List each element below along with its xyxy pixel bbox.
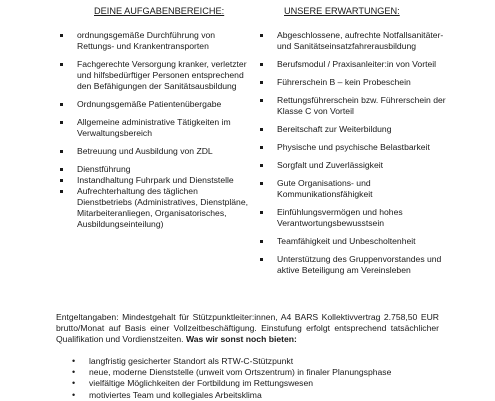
- expectations-list: [256, 30, 456, 276]
- expectation-item: Teamfähigkeit und Unbescholtenheit: [256, 236, 456, 247]
- task-item: ordnungsgemäße Durchführung von Rettungs- und Krankentransporten: [56, 30, 251, 52]
- expectation-item: Rettungsführerschein bzw. Führerschein der Klasse C von Vorteil: [256, 95, 456, 117]
- task-item: Allgemeine administrative Tätigkeiten im Verwaltungsbereich: [56, 117, 251, 139]
- expectation-item: Bereitschaft zur Weiterbildung: [256, 124, 456, 135]
- perk-item: • motiviertes Team und kollegiales Arbeitsklima: [56, 390, 439, 401]
- expectation-item: Berufsmodul / Praxisanleiter:in von Vorteil: [256, 59, 456, 70]
- perk-item: • langfristig gesicherter Standort als RTW-C-Stützpunkt: [56, 356, 439, 367]
- task-item: Aufrechterhaltung des täglichen Dienstbetriebs (Administratives, Dienstpläne, Mitarbeiteranliegen, Organisatorisches, Ausbildungseinteilung): [56, 186, 251, 230]
- task-item: Dienstführung: [56, 164, 251, 175]
- expectation-item: Unterstützung des Gruppenvorstandes und aktive Beteiligung am Vereinsleben: [256, 254, 456, 276]
- expectation-item: Physische und psychische Belastbarkeit: [256, 142, 456, 153]
- expectations-column: [256, 5, 456, 276]
- task-item: Ordnungsgemäße Patientenübergabe: [56, 99, 251, 110]
- expectation-item: Einfühlungsvermögen und hohes Verantwortungsbewusstsein: [256, 207, 456, 229]
- expectation-item: Abgeschlossene, aufrechte Notfallsanitäter- und Sanitätseinsatzfahrerausbildung: [256, 30, 456, 52]
- tasks-heading: DEINE AUFGABENBEREICHE:: [94, 6, 225, 16]
- expectations-heading: UNSERE ERWARTUNGEN:: [284, 6, 400, 16]
- expectation-item: Sorgfalt und Zuverlässigkeit: [256, 160, 456, 171]
- tasks-column: [56, 5, 251, 230]
- tasks-list: [56, 30, 251, 230]
- perk-item: • neue, moderne Dienststelle (unweit vom Ortszentrum) in finaler Planungsphase: [56, 367, 439, 378]
- perk-item: • vielfältige Möglichkeiten der Fortbildung im Rettungswesen: [56, 378, 439, 389]
- benefits-section: [56, 312, 439, 401]
- task-item: Fachgerechte Versorgung kranker, verletzter und hilfsbedürftiger Personen entsprechend den Befähigungen der Sanitätsausbildung: [56, 59, 251, 92]
- perks-list: [56, 356, 439, 401]
- salary-paragraph: [56, 312, 439, 345]
- expectation-item: Gute Organisations- und Kommunikationsfähigkeit: [256, 178, 456, 200]
- task-item: Instandhaltung Fuhrpark und Dienststelle: [56, 175, 251, 186]
- expectation-item: Führerschein B – kein Probeschein: [256, 77, 456, 88]
- benefits-lead: Was wir sonst noch bieten:: [185, 334, 297, 344]
- salary-text: Entgeltangaben: Mindestgehalt für Stützpunktleiter:innen, A4 BARS Kollektivvertrag 2.758,50 EUR brutto/Monat auf Basis einer Vollzeitbeschäftigung. Einstufung erfolgt entsprechend tatsächlicher Qualifikation und Vordienstzeiten.: [56, 312, 439, 344]
- task-item: Betreuung und Ausbildung von ZDL: [56, 146, 251, 157]
